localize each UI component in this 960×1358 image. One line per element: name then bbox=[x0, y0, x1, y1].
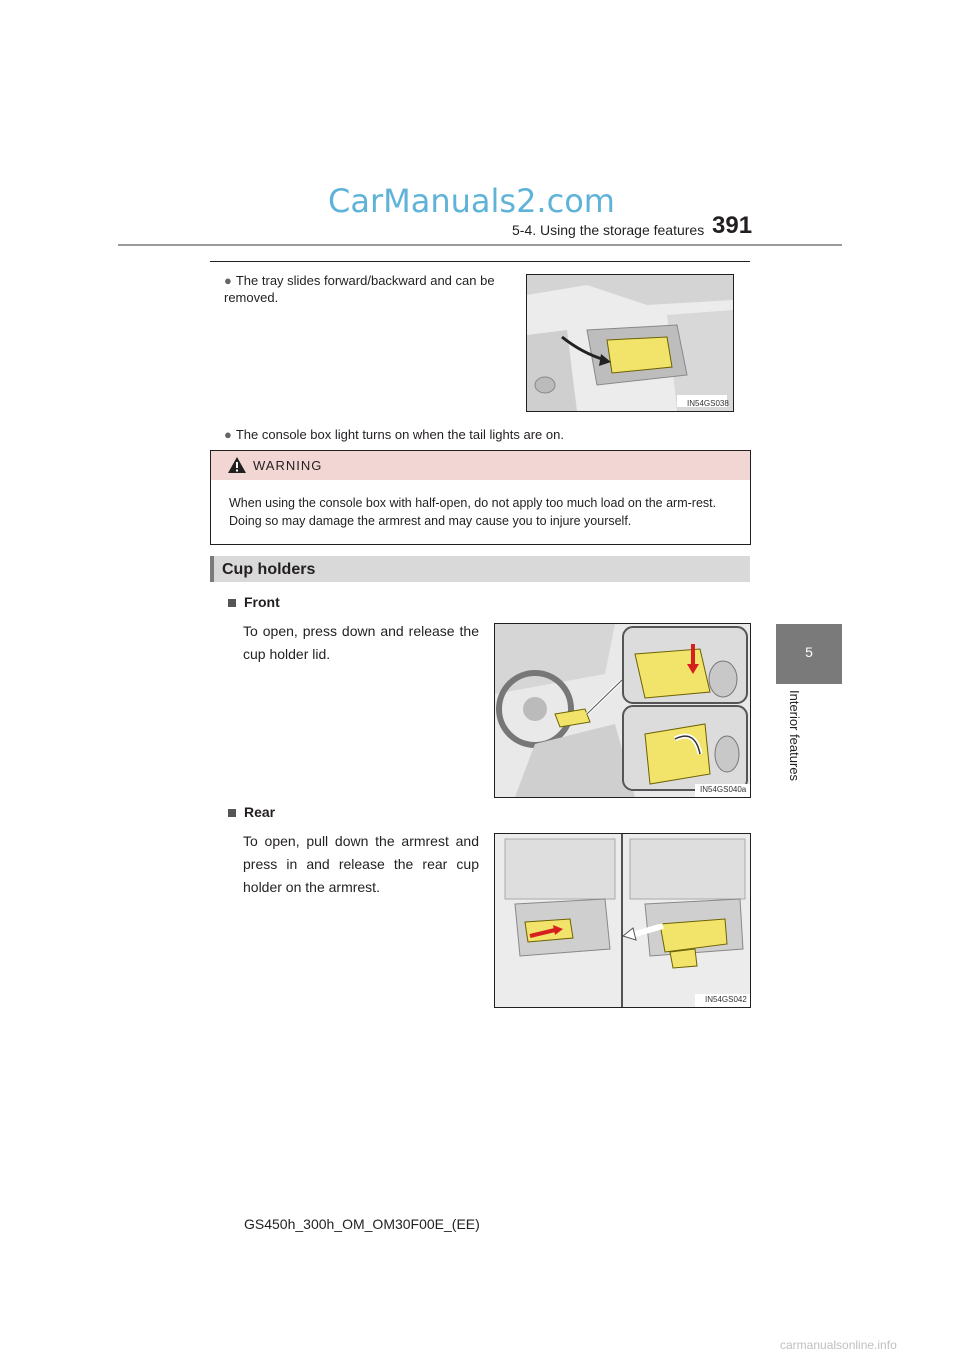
figure-front-cup-holder bbox=[494, 623, 751, 798]
bullet-console-light-text: The console box light turns on when the tail lights are on. bbox=[235, 427, 564, 442]
chapter-number: 5 bbox=[805, 644, 813, 660]
rear-text: To open, pull down the armrest and press in and release the rear cup holder on the armrest. bbox=[243, 833, 479, 895]
content-top-rule bbox=[210, 261, 750, 262]
watermark-logo: CarManuals2.com bbox=[328, 182, 615, 220]
square-bullet-icon bbox=[228, 599, 236, 607]
chapter-label: Interior features bbox=[787, 690, 802, 782]
console-tray-illustration bbox=[527, 275, 733, 411]
bullet-tray-text: The tray slides forward/backward and can be removed. bbox=[224, 273, 495, 305]
front-cup-holder-illustration bbox=[495, 624, 750, 797]
figure-id: IN54GS038 bbox=[687, 399, 729, 408]
page-number: 391 bbox=[712, 212, 753, 239]
bullet-tray bbox=[224, 272, 514, 306]
front-text: To open, press down and release the cup holder lid. bbox=[243, 623, 479, 662]
front-heading bbox=[228, 594, 280, 610]
bullet-console-light bbox=[224, 426, 744, 443]
front-heading-text: Front bbox=[244, 594, 280, 610]
bullet-icon: ● bbox=[224, 427, 232, 442]
footer-document-code: GS450h_300h_OM_OM30F00E_(EE) bbox=[244, 1216, 480, 1232]
header-section-title: 5-4. Using the storage features bbox=[512, 222, 705, 238]
warning-title: WARNING bbox=[253, 458, 323, 473]
section-accent bbox=[210, 556, 214, 582]
rear-heading bbox=[228, 804, 275, 820]
figure-console-tray bbox=[526, 274, 734, 412]
header-rule bbox=[118, 244, 842, 246]
square-bullet-icon bbox=[228, 809, 236, 817]
section-title: Cup holders bbox=[222, 561, 316, 578]
figure-id: IN54GS042 bbox=[705, 995, 747, 1004]
watermark-bottom: carmanualsonline.info bbox=[780, 1338, 897, 1352]
warning-triangle-icon bbox=[227, 456, 247, 474]
figure-id: IN54GS040a bbox=[700, 785, 747, 794]
rear-heading-text: Rear bbox=[244, 804, 276, 820]
warning-text: When using the console box with half-open, do not apply too much load on the arm-rest. Doing so may damage the armrest and may cause you to injure yourself. bbox=[229, 496, 717, 528]
figure-rear-cup-holder bbox=[494, 833, 751, 1008]
bullet-icon: ● bbox=[224, 273, 232, 288]
rear-cup-holder-illustration bbox=[495, 834, 750, 1007]
